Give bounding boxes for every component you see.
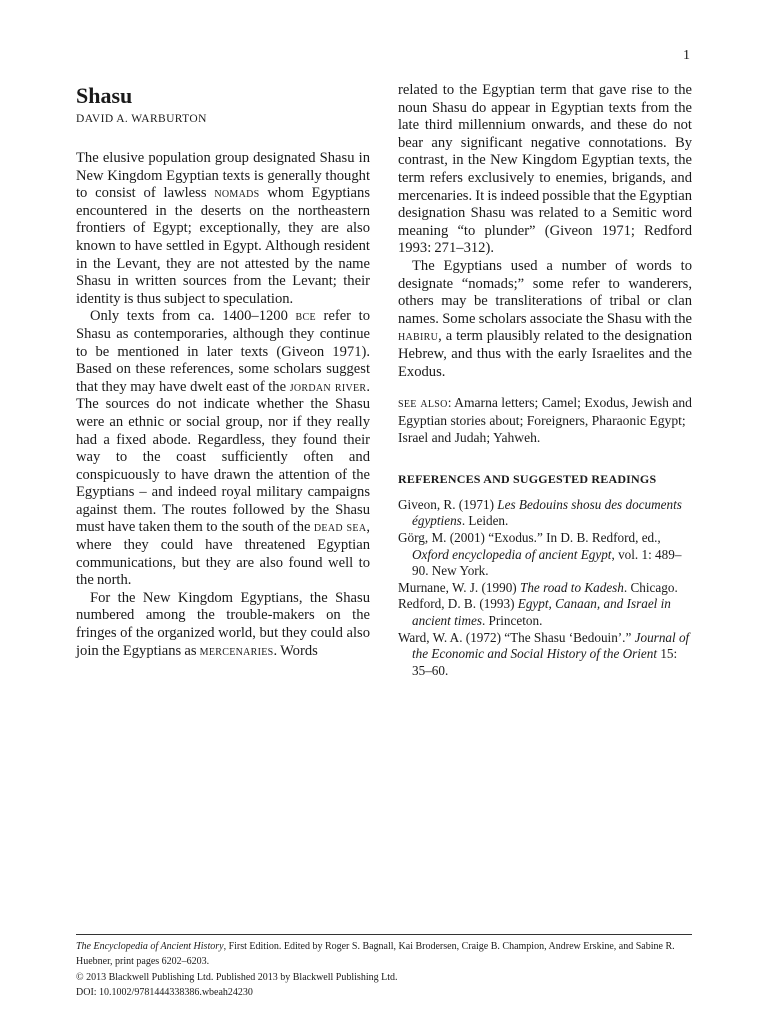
reference-item xyxy=(398,580,692,597)
references-heading: REFERENCES AND SUGGESTED READINGS xyxy=(398,471,657,486)
cross-reference: jordan river xyxy=(289,378,367,395)
reference-text: 15: 35–60. xyxy=(412,646,678,678)
text-run: . The sources do not indicate whether the Shasu were an ethnic or social group, nor if they really had a fixed abode. Regardless, they found their way to the coast sufficiently often and conspicuously to have drawn the attention of the Egyptians – and indeed royal military campaigns against them. The routes followed by the Shasu must have taken them to the south of the xyxy=(76,378,371,536)
text-run: refer to Shasu as contemporaries, although they continue to be mentioned in later texts (Giveon 1971). Based on these references, some scholars suggest that they may have dwelt east of the xyxy=(76,308,371,395)
body-paragraph xyxy=(76,150,370,308)
reference-text: , vol. 1: 489–90. New York. xyxy=(412,546,682,579)
reference-text: Murnane, W. J. (1990) xyxy=(398,579,520,595)
reference-text: Giveon, R. (1971) xyxy=(398,496,498,512)
page-number: 1 xyxy=(683,48,690,63)
reference-item xyxy=(398,630,692,680)
text-run: . Words xyxy=(273,642,318,659)
body-paragraph xyxy=(398,82,692,258)
right-column xyxy=(398,82,692,679)
text-run: The elusive population group designated Shasu in New Kingdom Egyptian texts is generally thought to consist of lawless xyxy=(76,150,370,202)
reference-text: Görg, M. (2001) “Exodus.” In D. B. Redford, ed., xyxy=(398,530,661,546)
reference-item xyxy=(398,596,692,629)
reference-text: . Princeton. xyxy=(481,613,543,629)
reference-text: . Chicago. xyxy=(623,579,678,595)
see-also-label: see also xyxy=(398,395,448,411)
right-body-text xyxy=(398,82,692,381)
reference-title: The road to Kadesh xyxy=(519,579,624,595)
text-run: , where they could have threatened Egyptian communications, but they are also found well to the north. xyxy=(76,519,371,589)
reference-title: Oxford encyclopedia of ancient Egypt xyxy=(412,546,612,562)
footer-citation-title: The Encyclopedia of Ancient History xyxy=(76,941,224,952)
footer-copyright: © 2013 Blackwell Publishing Ltd. Published 2013 by Blackwell Publishing Ltd. xyxy=(76,971,398,983)
reference-item xyxy=(398,530,692,580)
reference-title: Les Bedouins shosu des documents égyptiens xyxy=(412,496,682,529)
cross-reference: nomads xyxy=(214,185,260,202)
article-title: Shasu xyxy=(76,83,133,108)
text-run: whom Egyptians encountered in the deserts on the northeastern frontiers of Egypt; exceptionally, they are also known to have settled in Egypt. Although resident in the Levant, they are not attested by the name Shasu in written sources from the Levant; their identity is thus subject to speculation. xyxy=(76,185,370,307)
text-run: For the New Kingdom Egyptians, the Shasu numbered among the trouble-makers on the fringes of the organized world, but they could also join the Egyptians as xyxy=(76,589,370,659)
reference-text: Redford, D. B. (1993) xyxy=(398,596,518,612)
text-run: , a term plausibly related to the designation Hebrew, and thus with the early Israelites and the Exodus. xyxy=(398,328,692,380)
references-list xyxy=(398,497,692,680)
cross-reference: habiru xyxy=(398,328,439,345)
cross-reference: bce xyxy=(295,308,316,325)
reference-text: . Leiden. xyxy=(461,513,509,529)
text-run: related to the Egyptian term that gave rise to the noun Shasu do appear in Egyptian texts from the late third millennium onwards, and these do not bear any significant negative connotations. By contrast, in the New Kingdom Egyptian texts, the term refers exclusively to enemies, brigands, and mercenaries. It is indeed possible that the Egyptian designation Shasu was related to a Semitic word meaning “to plunder” (Giveon 1971; Redford 1993: 271–312). xyxy=(398,82,692,257)
reference-title: Egypt, Canaan, and Israel in ancient times xyxy=(412,596,671,629)
left-body-text xyxy=(76,150,370,660)
reference-item xyxy=(398,497,692,530)
footer xyxy=(76,939,692,1000)
body-paragraph xyxy=(398,258,692,381)
body-paragraph xyxy=(76,308,370,590)
reference-text: Ward, W. A. (1972) “The Shasu ‘Bedouin’.” xyxy=(398,629,635,645)
cross-reference: dead sea xyxy=(313,519,367,536)
footer-doi: DOI: 10.1002/9781444338386.wbeah24230 xyxy=(76,986,253,998)
footer-citation-rest: , First Edition. Edited by Roger S. Bagnall, Kai Brodersen, Craige B. Champion, Andrew Erskine, and Sabine R. Huebner, print pages 6202–6203. xyxy=(76,941,675,968)
left-column xyxy=(76,82,370,660)
cross-reference: mercenaries xyxy=(199,642,274,659)
see-also-text: : Amarna letters; Camel; Exodus, Jewish and Egyptian stories about; Foreigners, Pharaonic Egypt; Israel and Judah; Yahweh. xyxy=(398,395,692,446)
text-run: The Egyptians used a number of words to designate “nomads;” some refer to wanderers, others may be transliterations of tribal or clan names. Some scholars associate the Shasu with the xyxy=(398,257,692,327)
text-run: Only texts from ca. 1400–1200 xyxy=(90,308,296,325)
see-also xyxy=(398,394,692,447)
footer-citation xyxy=(76,939,692,970)
footer-divider xyxy=(76,934,692,935)
body-paragraph xyxy=(76,590,370,660)
article-author: DAVID A. WARBURTON xyxy=(76,113,207,125)
reference-title: Journal of the Economic and Social History of the Orient xyxy=(412,629,690,662)
